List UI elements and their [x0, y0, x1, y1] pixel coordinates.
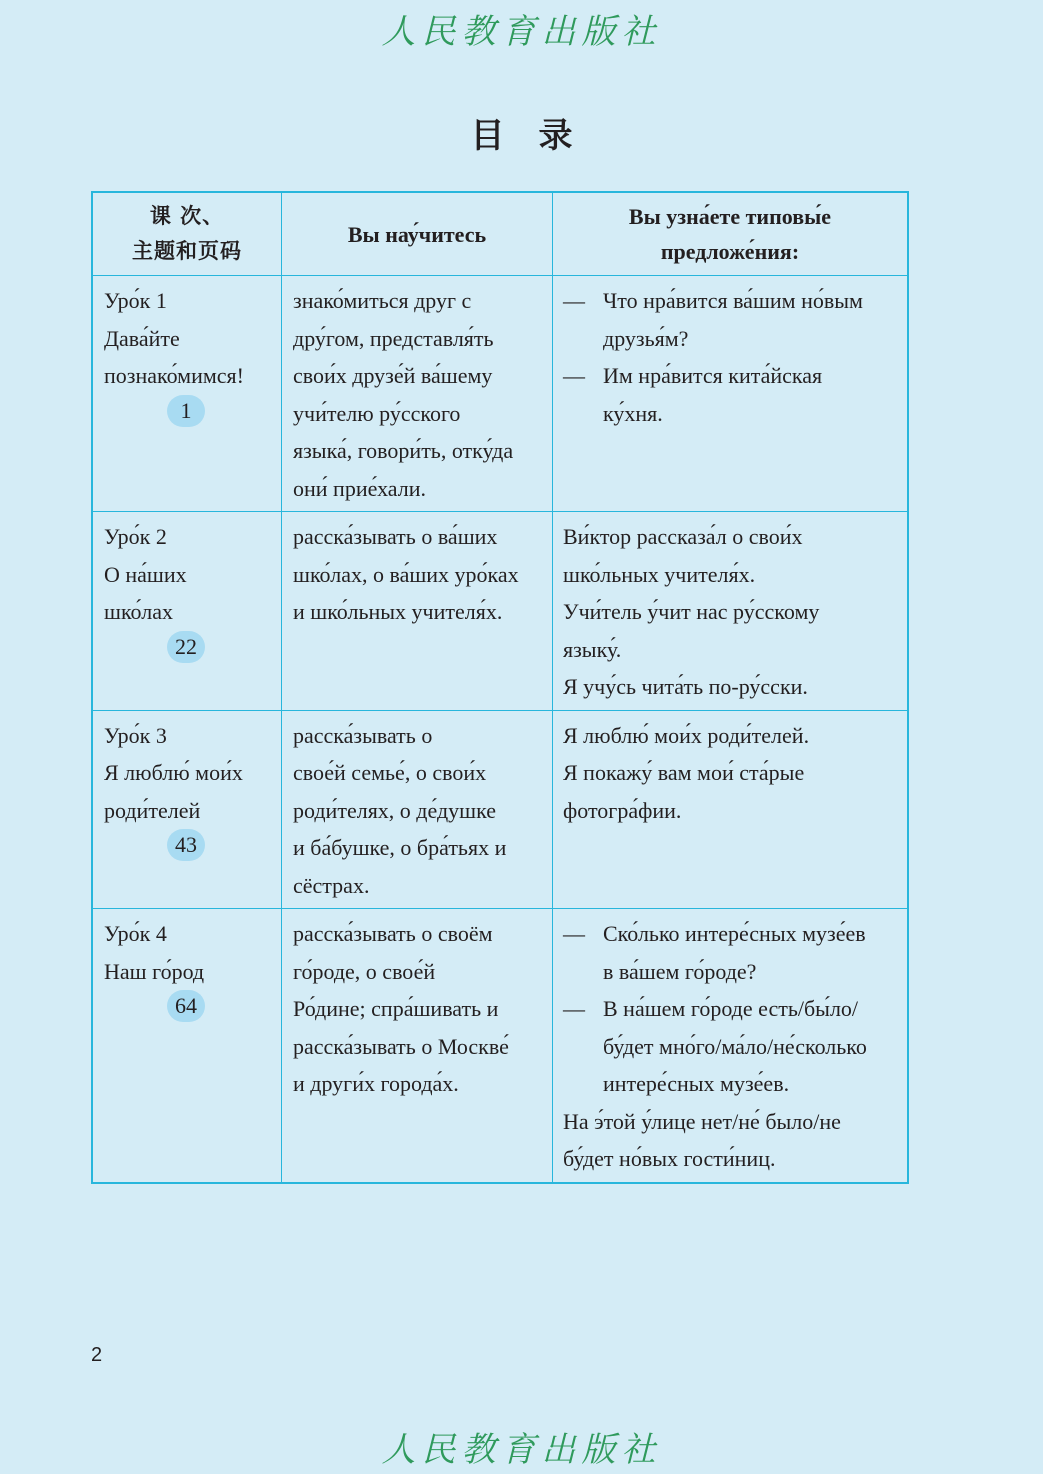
lesson-number: Уро́к 4 [104, 921, 167, 946]
sentences-cell [553, 909, 909, 1183]
sentence-line: Им нра́вится кита́йская [603, 363, 823, 388]
sentences-cell [553, 276, 909, 512]
skills-line: Ро́дине; спра́шивать и [293, 996, 499, 1021]
skills-line: и ба́бушке, о бра́тьях и [293, 835, 507, 860]
lesson-cell [92, 276, 282, 512]
sentence-line: бу́дет мно́го/ма́ло/не́сколько [603, 1033, 867, 1059]
sentence-line: интере́сных музе́ев. [603, 1071, 790, 1096]
sentence-line: в ва́шем го́роде? [603, 958, 757, 984]
table-row [92, 512, 908, 711]
sentence-line: Я покажу́ вам мои́ ста́рые [563, 760, 805, 785]
skills-line: расска́зывать о Москве́ [293, 1033, 509, 1059]
table-row [92, 276, 908, 512]
sentence-item [563, 357, 899, 432]
page-title: 目录 [470, 116, 607, 156]
skills-cell [282, 276, 553, 512]
lesson-number: Уро́к 2 [104, 524, 167, 549]
sentence-line: На э́той у́лице нет/не́ было/не [563, 1108, 841, 1134]
dash-marker: — [563, 288, 585, 313]
skills-cell [282, 909, 553, 1183]
skills-line: расска́зывать о ва́ших [293, 524, 498, 549]
sentence-item [563, 282, 899, 357]
dash-marker: — [563, 996, 585, 1021]
skills-line: свои́х друзе́й ва́шему [293, 363, 493, 388]
lesson-title: Я люблю́ мои́х [104, 760, 243, 785]
page-badge[interactable]: 64 [167, 990, 205, 1022]
skills-cell [282, 512, 553, 711]
skills-line: знако́миться друг с [293, 288, 472, 313]
lesson-number: Уро́к 3 [104, 722, 167, 748]
sentence-item [563, 990, 899, 1103]
skills-line: роди́телях, о де́душке [293, 797, 497, 823]
skills-line: расска́зывать о своём [293, 921, 493, 946]
sentence-line: Что нра́вится ва́шим но́вым [603, 288, 863, 313]
sentence-line: Я учу́сь чита́ть по-ру́сски. [563, 674, 808, 699]
header-skills-col: Вы нау́читесь [282, 192, 553, 276]
skills-line: свое́й семье́, о свои́х [293, 760, 487, 785]
skills-line: сёстрах. [293, 872, 370, 898]
lesson-title: О на́ших [104, 561, 187, 587]
sentence-line: языку́. [563, 636, 622, 662]
dash-marker: — [563, 921, 585, 946]
sentence-line: шко́льных учителя́х. [563, 561, 756, 587]
sentences-cell [553, 512, 909, 711]
table-of-contents [91, 191, 909, 1184]
table-row [92, 710, 908, 909]
table-header-row [92, 192, 908, 276]
dash-marker: — [563, 363, 585, 388]
sentence-line: Учи́тель у́чит нас ру́сскому [563, 599, 820, 624]
sentence-line: Ско́лько интере́сных музе́ев [603, 921, 866, 946]
page-badge[interactable]: 22 [167, 631, 205, 663]
lesson-title: познако́мимся! [104, 363, 244, 388]
skills-line: языка́, говори́ть, отку́да [293, 438, 514, 463]
lesson-cell [92, 710, 282, 909]
lesson-cell [92, 909, 282, 1183]
sentence-line: Ви́ктор рассказа́л о свои́х [563, 524, 803, 549]
sentence-line: бу́дет но́вых гости́ниц. [563, 1146, 776, 1171]
sentences-cell [553, 710, 909, 909]
skills-line: учи́телю ру́сского [293, 400, 461, 426]
skills-line: они́ прие́хали. [293, 475, 426, 501]
sentence-line: Я люблю́ мои́х роди́телей. [563, 722, 810, 748]
page-badge[interactable]: 1 [167, 395, 205, 427]
skills-line: и шко́льных учителя́х. [293, 599, 503, 624]
skills-line: расска́зывать о [293, 722, 433, 748]
sentence-line: ку́хня. [603, 400, 663, 426]
sentence-line: фотогра́фии. [563, 797, 682, 823]
lesson-number: Уро́к 1 [104, 288, 167, 313]
lesson-title: шко́лах [104, 599, 173, 624]
lesson-cell [92, 512, 282, 711]
skills-line: шко́лах, о ва́ших уро́ках [293, 561, 519, 587]
skills-cell [282, 710, 553, 909]
page-number: 2 [91, 1344, 103, 1366]
sentence-line: друзья́м? [603, 325, 689, 351]
page-badge[interactable]: 43 [167, 829, 205, 861]
publisher-logo-bottom: 人民教育出版社 [381, 1430, 662, 1470]
sentence-item [563, 915, 899, 990]
lesson-title: Дава́йте [104, 325, 180, 351]
sentence-line: В на́шем го́роде есть/бы́ло/ [603, 996, 859, 1021]
lesson-title: Наш го́род [104, 958, 205, 984]
publisher-logo-top: 人民教育出版社 [381, 12, 662, 52]
skills-line: и други́х города́х. [293, 1071, 459, 1096]
skills-line: дру́гом, представля́ть [293, 325, 494, 351]
header-lesson-col: 课 次、 主题和页码 [92, 192, 282, 276]
lesson-title: роди́телей [104, 797, 201, 823]
skills-line: го́роде, о свое́й [293, 958, 436, 984]
header-sentences-col: Вы узна́ете типовы́е предложе́ния: [553, 192, 909, 276]
table-row [92, 909, 908, 1183]
